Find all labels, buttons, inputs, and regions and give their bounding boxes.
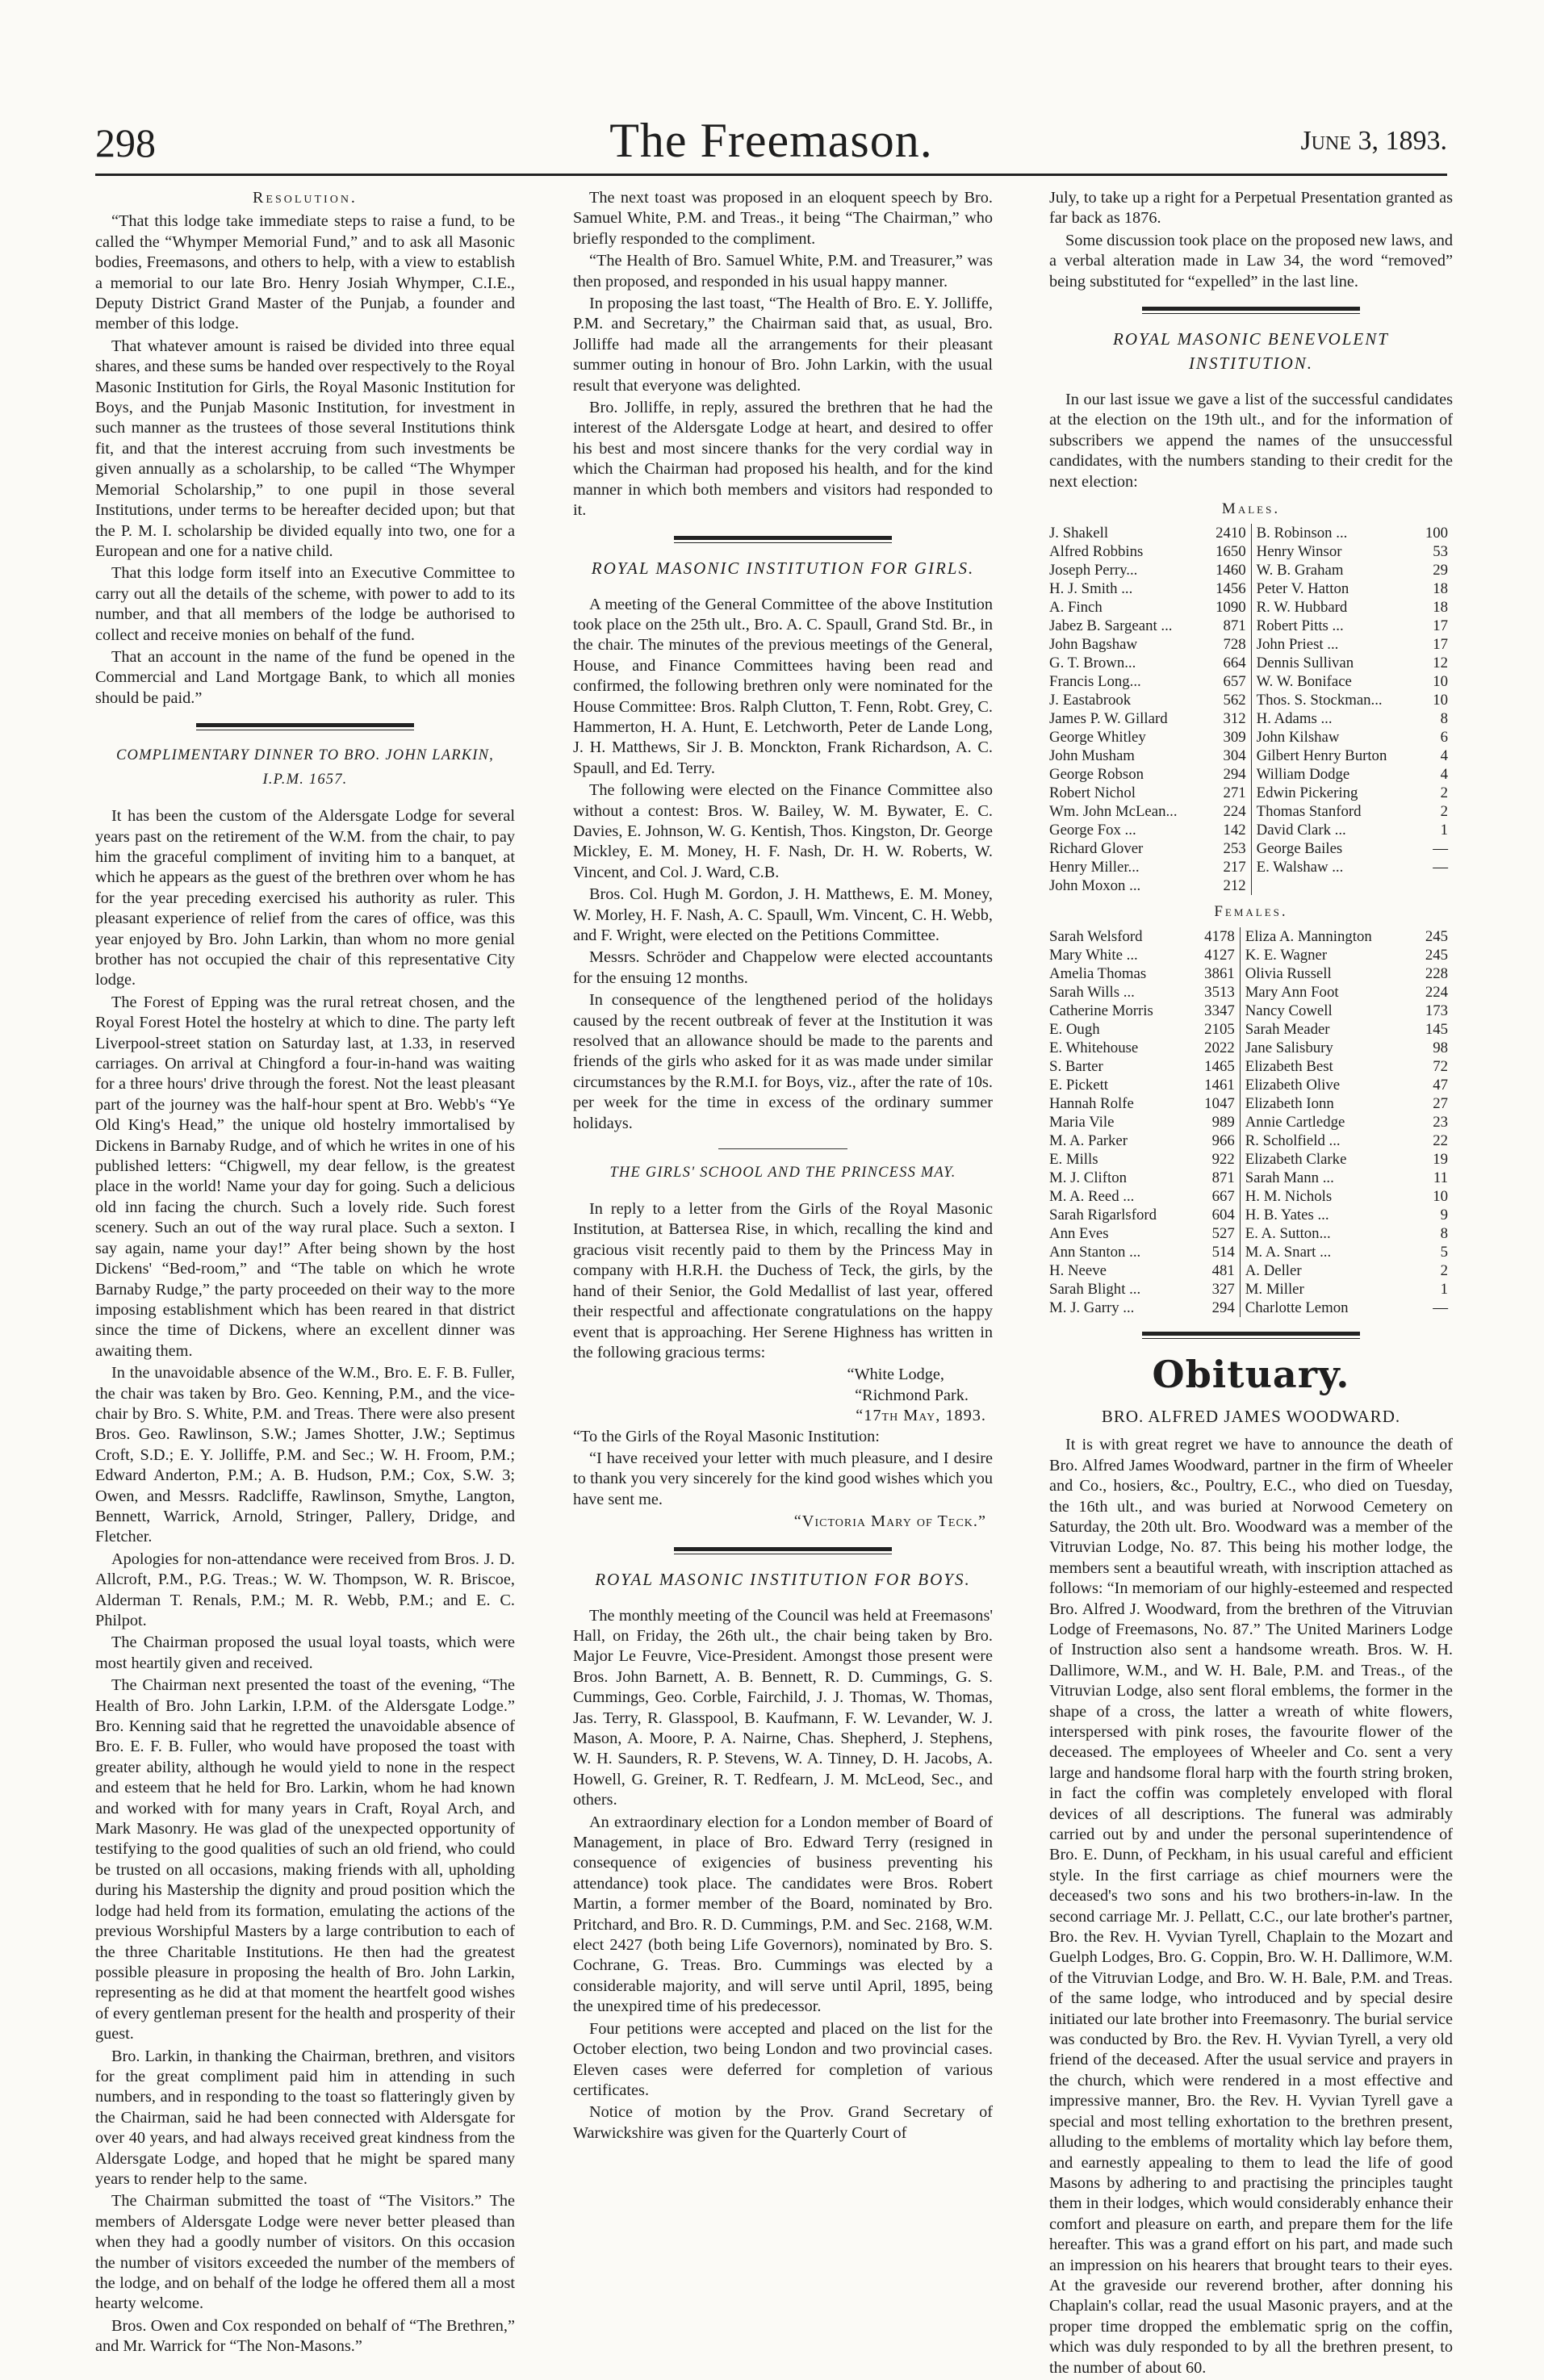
candidate-votes: 8: [1440, 1224, 1448, 1242]
section-divider: [718, 1148, 847, 1149]
candidate-name: E. Ough: [1049, 1020, 1100, 1038]
candidate-votes: 989: [1211, 1113, 1235, 1131]
candidate-votes: 10: [1433, 673, 1448, 691]
candidate-name: Robert Nichol: [1049, 784, 1136, 802]
candidate-name: Henry Winsor: [1251, 542, 1419, 561]
rmbi-intro: In our last issue we gave a list of the successful candidates at the election on the 19th ult., and for the information of subscribers we append the names of the unsuccessful candidates, with the numbers standing to their credit for the next election:: [1049, 391, 1453, 491]
candidate-votes: 27: [1433, 1094, 1448, 1112]
candidate-votes: 29: [1433, 562, 1448, 579]
candidate-votes: 217: [1223, 859, 1246, 876]
females-heading: Females.: [1214, 903, 1288, 921]
candidate-votes: 1047: [1204, 1094, 1235, 1112]
candidate-votes: 224: [1223, 803, 1246, 821]
obituary-paragraph: It is with great regret we have to announce the death of Bro. Alfred James Woodward, partner in the firm of Wheeler and Co., hosiers, &c., Poultry, E.C., who died on Tuesday, the 16th ult., and was buried at Norwood Cemetery on Saturday, the 20th ult. Bro. Woodward was a member of the Vitruvian Lodge, No. 87. This being his mother lodge, the members sent a beautiful wreath, with inscription attached as follows: “In memoriam of our highly-esteemed and respected Bro. Alfred J. Woodward, from the brethren of the Vitruvian Lodge of Freemasons, No. 87.” The United Mariners Lodge of Instruction also sent a handsome wreath. Bros. W. H. Dallimore, W.M., and W. H. Bale, P.M. and Treas., of the Vitruvian Lodge, also sent floral emblems, the former in the shape of a cross, the latter a wreath of white flowers, interspersed with pink roses, the favourite flower of the deceased. The employees of Wheeler and Co. sent a very large and handsome floral harp with the fourth string broken, in fact the coffin was completely enveloped with floral devices of all descriptions. The funeral was admirably carried out by and under the personal superintendence of Bro. E. Dunn, of Peckham, in his usual careful and efficient style. In the first carriage as chief mourners were the deceased's two sons and his two brothers-in-law. In the second carriage Mr. J. Pellatt, C.C., our late brother's partner, Bro. the Rev. H. Vyvian Tyrell, Chaplain to the Mozart and Guelph Lodges, Bro. G. Coppin, Bro. W. H. Dallimore, W.M. of the Vitruvian Lodge, and Bro. W. H. Bale, P.M. and Treas. of the same lodge, who introduced and by special desire initiated our late brother into Freemasonry. The burial service was conducted by Bro. the Rev. H. Vyvian Tyrell, a very old friend of the deceased. After the usual service and prayers in the church, which were rendered in a most effective and impressive manner, Bro. the Rev. H. Vyvian Tyrell gave a special and most telling exhortation to the brethren present, alluding to the emblems of mortality which lay before them, and earnestly appealing to them to lead the life of good Masons by adhering to and practising the principles taught them in their lodges, which would considerably enhance their comfort and pleasure on earth, and prepare them for the life hereafter. This was a grand effort on his part, and made such an impression on his hearers that brought tears to their eyes. At the graveside our reverend brother, after donning his Chaplain's collar, read the usual Masonic prayers, and at the proper time dropped the emblematic sprig on the coffin, which was duly responded to by all the brethren present, to the number of about 60.: [1049, 1436, 1453, 2377]
candidate-row: [1049, 1150, 1453, 1169]
males-heading: Males.: [1221, 500, 1281, 518]
resolution-paragraph: That an account in the name of the fund be opened in the Commercial and Land Mortgage Bank, to which all monies should be paid.”: [95, 647, 515, 707]
resolution-paragraph: That this lodge form itself into an Executive Committee to carry out all the details of the scheme, with power to add to its number, and that all members of the lodge be authorised to collect and receive monies on behalf of the fund.: [95, 564, 515, 644]
candidate-row: [1049, 983, 1453, 1002]
candidate-name: Thomas Stanford: [1251, 802, 1419, 821]
candidate-name: [1251, 876, 1419, 895]
candidate-votes: 47: [1433, 1076, 1448, 1094]
candidate-name: Sarah Rigarlsford: [1049, 1206, 1157, 1223]
candidate-row: [1049, 784, 1453, 802]
candidate-name: John Moxon ...: [1049, 877, 1141, 895]
dinner-paragraph: The Chairman next presented the toast of the evening, “The Health of Bro. John Larkin, I.P.M. of the Aldersgate Lodge.” Bro. Kenning said that he regretted the unavoidable absence of Bro. E. F. B. Fuller, who would have proposed the toast with greater ability, although he would yield to none in the respect and esteem that he held for Bro. Larkin, whom he had known and worked with for many years in Craft, Royal Arch, and Mark Masonry. He was glad of the unexpected opportunity of testifying to the good qualities of such an old friend, who could be trusted on all occasions, making friends with all, upholding during his Mastership the dignity and proud position which the lodge had held from its formation, emulating the actions of the previous Worshipful Masters by a large contribution to each of the three Charitable Institutions. He then had the greatest possible pleasure in proposing the health of Bro. John Larkin, representing as he did at that moment the heartfelt good wishes of every gentleman present for the health and prosperity of their guest.: [95, 1676, 515, 2043]
candidate-row: [1049, 858, 1453, 876]
candidate-votes: 6: [1440, 729, 1448, 747]
candidate-votes: 19: [1433, 1150, 1448, 1168]
candidate-row: [1049, 617, 1453, 635]
candidate-votes: 309: [1223, 729, 1246, 747]
candidate-name: Hannah Rolfe: [1049, 1094, 1134, 1112]
masthead-rule: [95, 174, 1447, 176]
benevolent-institution-heading: ROYAL MASONIC BENEVOLENT INSTITUTION.: [1113, 329, 1389, 374]
candidate-votes: 966: [1211, 1131, 1235, 1149]
candidate-name: J. Shakell: [1049, 525, 1109, 542]
candidate-name: John Priest ...: [1251, 635, 1419, 654]
candidate-row: [1049, 964, 1453, 983]
candidate-name: Gilbert Henry Burton: [1251, 747, 1419, 765]
candidate-name: K. E. Wagner: [1240, 946, 1416, 964]
candidate-name: Peter V. Hatton: [1251, 579, 1419, 598]
candidate-row: [1049, 542, 1453, 561]
candidate-name: Catherine Morris: [1049, 1002, 1153, 1019]
candidate-row: [1049, 561, 1453, 579]
candidate-name: Ann Eves: [1049, 1224, 1109, 1242]
boys-paragraph: The monthly meeting of the Council was held at Freemasons' Hall, on Friday, the 26th ult., the chair being taken by Bro. Major Le Feuvre, Vice-President. Amongst those present were Bros. John Barnett, A. B. Bennett, R. D. Cummings, G. S. Cummings, Geo. Corble, Fairchild, J. J. Thomas, W. Thomas, Jas. Terry, R. Glasspool, B. Kaufmann, F. W. Levander, W. J. Mason, A. Moore, P. A. Nairne, Chas. Shepherd, J. Stephens, W. H. Saunders, R. P. Stevens, W. A. Tinney, D. H. Jacobs, A. Howell, G. Greiner, R. T. Redfearn, J. M. McLeod, Sec., and others.: [573, 1606, 993, 1809]
candidate-name: Francis Long...: [1049, 673, 1141, 691]
toast-paragraph: Bro. Jolliffe, in reply, assured the brethren that he had the interest of the Aldersgate Lodge at heart, and desired to offer his best and most sincere thanks for the very cordial way in which the Chairman had proposed his health, and for the kind manner in which both members and visitors had responded to it.: [573, 399, 993, 520]
candidate-votes: 224: [1425, 983, 1448, 1001]
candidate-row: [1049, 1094, 1453, 1113]
masthead: [95, 113, 1447, 178]
boys-institution-heading: ROYAL MASONIC INSTITUTION FOR BOYS.: [595, 1569, 971, 1589]
candidate-name: John Kilshaw: [1251, 728, 1419, 747]
candidate-votes: 253: [1223, 840, 1246, 858]
candidate-votes: 4: [1440, 747, 1448, 765]
dinner-paragraph: Apologies for non-attendance were received from Bros. J. D. Allcroft, P.M., P.G. Treas.; W. W. Thompson, W. R. Briscoe, Alderman T. Renals, P.M.; M. R. Webb, P.M.; and E. C. Philpot.: [95, 1550, 515, 1629]
candidate-row: [1049, 728, 1453, 747]
candidate-name: B. Robinson ...: [1251, 524, 1419, 542]
candidate-row: [1049, 1299, 1453, 1317]
candidate-name: George Bailes: [1251, 839, 1419, 858]
candidate-row: [1049, 1076, 1453, 1094]
candidate-name: H. Neeve: [1049, 1261, 1107, 1279]
candidate-votes: 271: [1223, 784, 1246, 802]
candidate-votes: 8: [1440, 710, 1448, 728]
candidate-row: [1049, 1261, 1453, 1280]
candidate-row: [1049, 1169, 1453, 1187]
letter-signature: “Victoria Mary of Teck.”: [793, 1512, 986, 1531]
candidate-votes: 23: [1433, 1113, 1448, 1131]
letter-date: “17th May, 1893.: [856, 1407, 986, 1425]
candidate-name: Jabez B. Sargeant ...: [1049, 617, 1173, 635]
candidate-name: H. M. Nichols: [1240, 1187, 1416, 1206]
candidate-row: [1049, 802, 1453, 821]
candidate-votes: 4: [1440, 766, 1448, 784]
candidate-name: Robert Pitts ...: [1251, 617, 1419, 635]
candidate-votes: 2105: [1204, 1020, 1235, 1038]
candidate-votes: 72: [1433, 1057, 1448, 1075]
candidate-row: [1049, 1131, 1453, 1150]
candidate-votes: 1: [1440, 1280, 1448, 1298]
princess-intro: In reply to a letter from the Girls of the Royal Masonic Institution, at Battersea Rise, in which, recalling the kind and gracious visit recently paid to them by the Princess May in company with H.R.H. the Duchess of Teck, the girls, by the hand of their Senior, the Gold Medallist of last year, offered their respectful and affectionate congratulations on the happy event that is approaching. Her Serene Highness has written in the following gracious terms:: [573, 1200, 993, 1361]
candidate-votes: 481: [1211, 1261, 1235, 1279]
candidate-name: Maria Vile: [1049, 1113, 1115, 1131]
candidate-row: [1049, 709, 1453, 728]
newspaper-title: The Freemason.: [609, 114, 933, 167]
candidate-votes: 11: [1433, 1169, 1448, 1186]
candidate-name: W. W. Boniface: [1251, 672, 1419, 691]
candidate-name: Eliza A. Mannington: [1240, 927, 1416, 946]
candidate-name: E. Pickett: [1049, 1076, 1109, 1094]
candidate-votes: 212: [1223, 877, 1246, 895]
candidate-votes: 728: [1223, 636, 1246, 654]
letter-address-line: “Richmond Park.: [855, 1386, 969, 1404]
candidate-name: Ann Stanton ...: [1049, 1243, 1141, 1261]
candidate-votes: 1090: [1216, 599, 1246, 617]
page-number: 298: [95, 120, 156, 165]
candidate-row: [1049, 876, 1453, 895]
toast-paragraph: The next toast was proposed in an eloquent speech by Bro. Samuel White, P.M. and Treas., it being “The Chairman,” who briefly responded to the compliment.: [573, 189, 993, 248]
candidate-name: R. Scholfield ...: [1240, 1131, 1416, 1150]
letter-salutation: “To the Girls of the Royal Masonic Institution:: [573, 1427, 880, 1445]
candidate-name: E. Walshaw ...: [1251, 858, 1419, 876]
candidate-votes: 604: [1211, 1206, 1235, 1223]
candidate-row: [1049, 654, 1453, 672]
candidate-name: M. Miller: [1240, 1280, 1416, 1299]
candidate-name: Edwin Pickering: [1251, 784, 1419, 802]
candidate-row: [1049, 946, 1453, 964]
candidate-name: M. A. Snart ...: [1240, 1243, 1416, 1261]
resolution-paragraph: “That this lodge take immediate steps to raise a fund, to be called the “Whymper Memorial Fund,” and to ask all Masonic bodies, Freemasons, and others to help, with a view to establish a memorial to our late Bro. Henry Josiah Whymper, C.I.E., Deputy District Grand Master of the Punjab, a founder and member of this lodge.: [95, 212, 515, 333]
candidate-name: John Bagshaw: [1049, 636, 1138, 654]
candidate-row: [1049, 691, 1453, 709]
candidate-row: [1049, 1057, 1453, 1076]
candidate-name: Joseph Perry...: [1049, 562, 1138, 579]
candidate-votes: 1650: [1216, 543, 1246, 561]
girls-paragraph: Messrs. Schröder and Chappelow were elected accountants for the ensuing 12 months.: [573, 948, 993, 987]
candidate-votes: 1460: [1216, 562, 1246, 579]
boys-paragraph: An extraordinary election for a London member of Board of Management, in place of Bro. Edward Terry (resigned in consequence of exigencies of business preventing his attendance) took place. The candidates were Bros. Robert Martin, a former member of the Board, nominated by Bro. Pritchard, and Bro. R. D. Cummings, P.M. and Sec. 2168, W.M. elect 2427 (both being Life Governors), nominated by Bro. S. Cochrane, G. Treas. Bro. Cummings was elected by a considerable majority, and will serve until April, 1895, being the unexpired time of his predecessor.: [573, 1813, 993, 2016]
candidate-name: H. J. Smith ...: [1049, 580, 1133, 598]
candidate-name: John Musham: [1049, 747, 1135, 765]
candidate-votes: 12: [1433, 655, 1448, 672]
candidate-votes: 22: [1433, 1131, 1448, 1149]
section-divider: [196, 723, 414, 730]
obituary-heading: Obituary.: [1152, 1352, 1350, 1396]
dinner-paragraph: The Chairman submitted the toast of “The Visitors.” The members of Aldersgate Lodge were never better pleased than when they had a goodly number of visitors. On this occasion the number of visitors exceeded the number of the members of the lodge, and on behalf of the lodge he offered them all a most hearty welcome.: [95, 2192, 515, 2313]
candidate-name: Henry Miller...: [1049, 859, 1140, 876]
candidate-name: Olivia Russell: [1240, 964, 1416, 983]
candidate-votes: 1461: [1204, 1076, 1235, 1094]
issue-date: June 3, 1893.: [1300, 126, 1447, 156]
dinner-paragraph: The Chairman proposed the usual loyal toasts, which were most heartily given and received.: [95, 1633, 515, 1672]
candidate-votes: 527: [1211, 1224, 1235, 1242]
candidate-name: Nancy Cowell: [1240, 1002, 1416, 1020]
letter-body: “I have received your letter with much pleasure, and I desire to thank you very sincerely for the kind good wishes which you have sent me.: [573, 1449, 993, 1508]
candidate-name: Amelia Thomas: [1049, 964, 1147, 982]
candidate-votes: —: [1433, 1299, 1448, 1316]
candidate-votes: 1465: [1204, 1057, 1235, 1075]
candidate-row: [1049, 1020, 1453, 1039]
section-divider: [674, 1547, 892, 1554]
candidate-name: Jane Salisbury: [1240, 1039, 1416, 1057]
candidate-row: [1049, 821, 1453, 839]
candidate-votes: 327: [1211, 1280, 1235, 1298]
column-1: [95, 188, 515, 2359]
dinner-paragraph: Bros. Owen and Cox responded on behalf of “The Brethren,” and Mr. Warrick for “The Non-Masons.”: [95, 2316, 515, 2356]
males-table: [1049, 524, 1453, 895]
candidate-name: Sarah Blight ...: [1049, 1280, 1141, 1298]
candidate-votes: 1: [1440, 822, 1448, 839]
resolution-heading: Resolution.: [253, 189, 358, 207]
candidate-name: Elizabeth Best: [1240, 1057, 1416, 1076]
candidate-row: [1049, 635, 1453, 654]
candidate-votes: 9: [1440, 1206, 1448, 1223]
candidate-votes: 3861: [1204, 964, 1235, 982]
girls-paragraph: The following were elected on the Finance Committee also without a contest: Bros. W. Bailey, W. M. Bywater, E. C. Davies, E. Johnson, W. G. Kentish, Thos. Kingston, Dr. George Mickley, E. M. Money, H. F. Nash, Dr. H. W. Roberts, W. Vincent, and Col. J. Ward, C.B.: [573, 781, 993, 881]
candidate-votes: 922: [1211, 1150, 1235, 1168]
boys-paragraph: Four petitions were accepted and placed on the list for the October election, two being London and two provincial cases. Eleven cases were deferred for completion of various certificates.: [573, 2019, 993, 2099]
candidate-name: A. Deller: [1240, 1261, 1416, 1280]
candidate-name: Thos. S. Stockman...: [1251, 691, 1419, 709]
candidate-votes: 3347: [1204, 1002, 1235, 1019]
candidate-name: M. A. Reed ...: [1049, 1187, 1135, 1205]
boys-paragraph: Notice of motion by the Prov. Grand Secretary of Warwickshire was given for the Quarterly Court of: [573, 2103, 993, 2142]
section-divider: [1142, 1332, 1360, 1339]
candidate-votes: 294: [1211, 1299, 1235, 1316]
candidate-votes: 3513: [1204, 983, 1235, 1001]
candidate-row: [1049, 1243, 1453, 1261]
candidate-name: A. Finch: [1049, 599, 1103, 617]
candidate-votes: 245: [1425, 946, 1448, 964]
candidate-votes: 53: [1433, 543, 1448, 561]
candidate-votes: 98: [1433, 1039, 1448, 1056]
candidate-row: [1049, 672, 1453, 691]
candidate-name: E. Whitehouse: [1049, 1039, 1139, 1056]
candidate-votes: 514: [1211, 1243, 1235, 1261]
dinner-paragraph: It has been the custom of the Aldersgate Lodge for several years past on the retirement of the W.M. from the chair, to pay him the graceful compliment of inviting him to a banquet, at which he appears as the guest of the brethren over whom he has for the year preceding exercised his authority as ruler. This pleasant experience of relief from the cares of office, was this year enjoyed by Bro. John Larkin, than whom no more genial brother has not occupied the chair of this representative City lodge.: [95, 807, 515, 989]
candidate-votes: 2: [1440, 1261, 1448, 1279]
candidate-name: Elizabeth Clarke: [1240, 1150, 1416, 1169]
candidate-name: Mary White ...: [1049, 946, 1138, 964]
candidate-votes: 562: [1223, 692, 1246, 709]
candidate-row: [1049, 839, 1453, 858]
candidate-name: J. Eastabrook: [1049, 692, 1132, 709]
candidate-name: G. T. Brown...: [1049, 655, 1136, 672]
candidate-votes: 4127: [1204, 946, 1235, 964]
candidate-name: M. A. Parker: [1049, 1131, 1128, 1149]
candidate-votes: 657: [1223, 673, 1246, 691]
column-2: [573, 188, 993, 2145]
females-table: [1049, 927, 1453, 1317]
candidate-name: Wm. John McLean...: [1049, 803, 1178, 821]
candidate-votes: 5: [1440, 1243, 1448, 1261]
candidate-votes: 142: [1223, 822, 1246, 839]
candidate-row: [1049, 579, 1453, 598]
candidate-name: S. Barter: [1049, 1057, 1103, 1075]
continued-paragraph: July, to take up a right for a Perpetual Presentation granted as far back as 1876.: [1049, 189, 1453, 228]
candidate-row: [1049, 598, 1453, 617]
candidate-votes: 2: [1440, 803, 1448, 821]
dinner-paragraph: The Forest of Epping was the rural retreat chosen, and the Royal Forest Hotel the hostelry at which to dine. The party left Liverpool-street station on Saturday last, at 1.33, in reserved carriages. On arrival at Chingford a four-in-hand was waiting for a three hours' drive through the forest. Not the least pleasant part of the journey was the half-hour spent at Bro. Webb's “Ye Old King's Head,” the unique old hostelry immortalised by Dickens in Barnaby Rudge, and of which he writes in one of his published letters: “Chigwell, my dear fellow, is the greatest place in the world! Name your day for going. Such a delicious old inn facing the church. Such a lovely ride. Such forest scenery. Such an out of the way rural place. Such a sexton. I say again, name your day!” After being shown by the host Dickens' “Bed-room,” and “The table on which he wrote Barnaby Rudge,” the party proceeded on their way to the more imposing establishment which has been reared in that district since the time of Dickens, where an excellent dinner was awaiting them.: [95, 993, 515, 1360]
candidate-votes: 17: [1433, 617, 1448, 635]
candidate-name: H. B. Yates ...: [1240, 1206, 1416, 1224]
candidate-votes: 17: [1433, 636, 1448, 654]
candidate-name: M. J. Garry ...: [1049, 1299, 1135, 1316]
candidate-name: Sarah Wills ...: [1049, 983, 1135, 1001]
candidate-votes: 18: [1433, 599, 1448, 617]
candidate-name: Sarah Welsford: [1049, 927, 1143, 945]
candidate-name: William Dodge: [1251, 765, 1419, 784]
candidate-name: Mary Ann Foot: [1240, 983, 1416, 1002]
candidate-name: Annie Cartledge: [1240, 1113, 1416, 1131]
candidate-votes: —: [1433, 840, 1448, 858]
candidate-row: [1049, 765, 1453, 784]
candidate-name: James P. W. Gillard: [1049, 710, 1168, 728]
candidate-votes: 304: [1223, 747, 1246, 765]
candidate-votes: [1419, 876, 1453, 895]
dinner-paragraph: In the unavoidable absence of the W.M., Bro. E. F. B. Fuller, the chair was taken by Bro. Geo. Kenning, P.M., and the vice-chair by Bro. S. White, P.M. and Treas. There were also present Bros. Geo. Rawlinson, S.W.; James Shotter, J.W.; Septimus Croft, S.D.; E. Y. Jolliffe, P.M. and Sec.; W. H. Froom, P.M.; Edward Anderton, P.M.; A. B. Hudson, P.M.; Cox, S.W. 3; Owen, and Messrs. Radcliffe, Rawlinson, Smythe, Langton, Bennett, Warrick, Arnold, Stringer, Pallery, Dridge, and Fletcher.: [95, 1364, 515, 1546]
candidate-name: George Fox ...: [1049, 822, 1136, 839]
candidate-votes: —: [1433, 859, 1448, 876]
continued-paragraph: Some discussion took place on the proposed new laws, and a verbal alteration made in Law 34, the word “removed” being substituted for “expelled” in the last line.: [1049, 231, 1453, 291]
candidate-name: Elizabeth Ionn: [1240, 1094, 1416, 1113]
candidate-name: Charlotte Lemon: [1240, 1299, 1416, 1317]
candidate-votes: 18: [1433, 580, 1448, 598]
dinner-paragraph: Bro. Larkin, in thanking the Chairman, brethren, and visitors for the great compliment paid him in attending in such numbers, and in responding to the toast so flatteringly given by the Chairman, said he had been connected with Aldersgate for over 40 years, and had always received great kindness from the Aldersgate Lodge, and hoped that he might be spared many years to render help to the same.: [95, 2047, 515, 2188]
candidate-votes: 4178: [1204, 927, 1235, 945]
candidate-row: [1049, 1113, 1453, 1131]
candidate-name: W. B. Graham: [1251, 561, 1419, 579]
candidate-row: [1049, 1206, 1453, 1224]
candidate-row: [1049, 1224, 1453, 1243]
candidate-votes: 2: [1440, 784, 1448, 802]
candidate-votes: 100: [1425, 525, 1448, 542]
candidate-name: H. Adams ...: [1251, 709, 1419, 728]
dinner-heading: COMPLIMENTARY DINNER TO BRO. JOHN LARKIN, I.P.M. 1657.: [115, 747, 495, 788]
candidate-row: [1049, 524, 1453, 542]
candidate-row: [1049, 1002, 1453, 1020]
candidate-votes: 312: [1223, 710, 1246, 728]
candidate-name: Richard Glover: [1049, 840, 1144, 858]
candidate-votes: 145: [1425, 1020, 1448, 1038]
candidate-name: Sarah Mann ...: [1240, 1169, 1416, 1187]
candidate-row: [1049, 747, 1453, 765]
candidate-name: Dennis Sullivan: [1251, 654, 1419, 672]
candidate-votes: 173: [1425, 1002, 1448, 1019]
candidate-name: David Clark ...: [1251, 821, 1419, 839]
girls-paragraph: In consequence of the lengthened period of the holidays caused by the recent outbreak of fever at the Institution it was resolved that an allowance should be made to the parents and friends of the girls who asked for it as was made under similar circumstances by the R.M.I. for Boys, viz., after the rate of 10s. per week for the time in excess of the ordinary summer holidays.: [573, 991, 993, 1132]
column-3: [1049, 188, 1453, 2380]
candidate-votes: 294: [1223, 766, 1246, 784]
candidate-votes: 667: [1211, 1187, 1235, 1205]
section-divider: [1142, 307, 1360, 314]
girls-paragraph: A meeting of the General Committee of the above Institution took place on the 25th ult., Bro. A. C. Spaull, Grand Std. Br., in the chair. The minutes of the previous meetings of the General, House, and Finance Committees having been read and confirmed, the following brethren only were nominated for the House Committee: Bros. Ralph Clutton, T. Fenn, Robt. Grey, C. Hammerton, H. A. Hunt, E. Letchworth, Peter de Lande Long, J. H. Matthews, Sir J. B. Monckton, Frank Richardson, A. C. Spaull, and Ed. Terry.: [573, 595, 993, 777]
obituary-subheading: BRO. ALFRED JAMES WOODWARD.: [1101, 1406, 1401, 1426]
candidate-votes: 1456: [1216, 580, 1246, 598]
candidate-name: Elizabeth Olive: [1240, 1076, 1416, 1094]
candidate-name: Sarah Meader: [1240, 1020, 1416, 1039]
candidate-name: E. Mills: [1049, 1150, 1098, 1168]
candidate-votes: 871: [1211, 1169, 1235, 1186]
candidate-row: [1049, 1187, 1453, 1206]
letter-address-line: “White Lodge,: [847, 1366, 944, 1384]
candidate-votes: 871: [1223, 617, 1246, 635]
candidate-name: E. A. Sutton...: [1240, 1224, 1416, 1243]
candidate-name: R. W. Hubbard: [1251, 598, 1419, 617]
candidate-votes: 664: [1223, 655, 1246, 672]
candidate-name: Alfred Robbins: [1049, 543, 1144, 561]
candidate-votes: 228: [1425, 964, 1448, 982]
section-divider: [674, 536, 892, 543]
toast-paragraph: In proposing the last toast, “The Health of Bro. E. Y. Jolliffe, P.M. and Secretary,” the Chairman said that, as usual, Bro. Jolliffe had made all the arrangements for their pleasant summer outing in honour of Bro. John Larkin, with the usual result that everyone was delighted.: [573, 295, 993, 395]
candidate-name: George Whitley: [1049, 729, 1146, 747]
princess-heading: THE GIRLS' SCHOOL AND THE PRINCESS MAY.: [609, 1165, 956, 1182]
candidate-votes: 10: [1433, 692, 1448, 709]
candidate-row: [1049, 1039, 1453, 1057]
candidate-votes: 2410: [1216, 525, 1246, 542]
candidate-row: [1049, 1280, 1453, 1299]
resolution-paragraph: That whatever amount is raised be divided into three equal shares, and these sums be handed over respectively to the Royal Masonic Institution for Girls, the Royal Masonic Institution for Boys, and the Punjab Masonic Institution, for investment in such manner as the trustees of those several Institutions think fit, and that the interest accruing from such investments be given annually as a scholarship, to be called “The Whymper Memorial Scholarship,” to one pupil in those several Institutions, under terms to be hereafter decided upon; but that the P. M. I. scholarship be divided equally into two, one for a European and one for a native child.: [95, 337, 515, 560]
candidate-votes: 2022: [1204, 1039, 1235, 1056]
candidate-row: [1049, 927, 1453, 946]
toast-paragraph: “The Health of Bro. Samuel White, P.M. and Treasurer,” was then proposed, and responded in his usual happy manner.: [573, 252, 993, 291]
candidate-name: George Robson: [1049, 766, 1144, 784]
girls-institution-heading: ROYAL MASONIC INSTITUTION FOR GIRLS.: [591, 558, 975, 578]
candidate-name: M. J. Clifton: [1049, 1169, 1128, 1186]
girls-paragraph: Bros. Col. Hugh M. Gordon, J. H. Matthews, E. M. Money, W. Morley, H. F. Nash, A. C. Spaull, Wm. Vincent, C. H. Webb, and F. Wright, were elected on the Petitions Committee.: [573, 885, 993, 944]
candidate-votes: 10: [1433, 1187, 1448, 1205]
candidate-votes: 245: [1425, 927, 1448, 945]
